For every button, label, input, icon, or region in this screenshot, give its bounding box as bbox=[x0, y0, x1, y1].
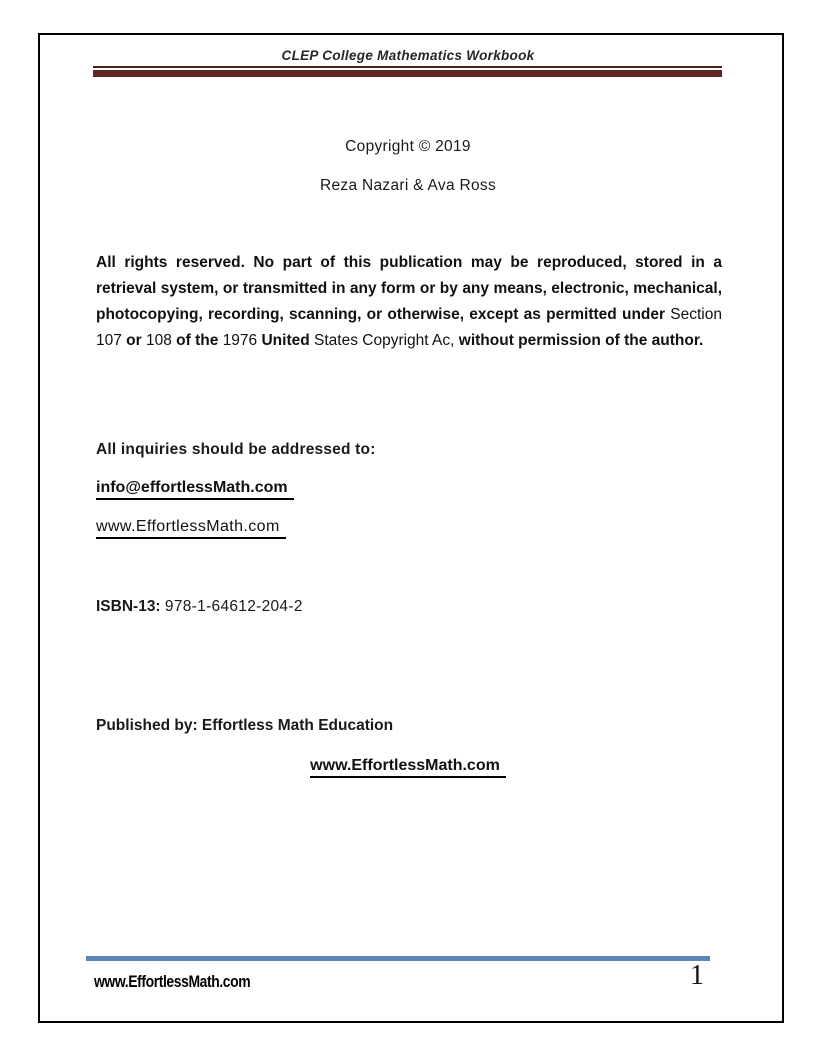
isbn-label: ISBN-13: bbox=[96, 598, 161, 615]
email-link-line bbox=[96, 479, 294, 500]
published-website-link[interactable]: www.EffortlessMath.com bbox=[310, 757, 506, 778]
authors-line: Reza Nazari & Ava Ross bbox=[319, 177, 497, 194]
page-number: 1 bbox=[690, 960, 704, 991]
header-rule-thin bbox=[93, 66, 722, 68]
published-link-row bbox=[0, 757, 816, 778]
email-link[interactable]: info@effortlessMath.com bbox=[96, 479, 294, 500]
header-rule-thick bbox=[93, 70, 722, 77]
copyright-line: Copyright © 2019 bbox=[345, 138, 471, 155]
isbn-value: 978-1-64612-204-2 bbox=[164, 598, 303, 615]
running-header-title: CLEP College Mathematics Workbook bbox=[281, 48, 535, 63]
website-link[interactable]: www.EffortlessMath.com bbox=[96, 518, 286, 539]
inquiries-label: All inquiries should be addressed to: bbox=[96, 441, 376, 458]
footer-website: www.EffortlessMath.com bbox=[94, 972, 251, 991]
published-by-line: Published by: Effortless Math Education bbox=[96, 717, 394, 734]
footer-rule bbox=[86, 956, 710, 961]
website-link-line bbox=[96, 518, 286, 539]
rights-reserved-paragraph: All rights reserved. No part of this publication may be reproduced, stored in a retrieval system, or transmitted in any form or by any means, electronic, mechanical, photocopying, recording, scanning, or otherwise, except as permitted under Section 107 or 108 of the 1976 United States Copyright Ac, without permission of the author. bbox=[96, 254, 722, 349]
isbn-line bbox=[96, 598, 303, 616]
